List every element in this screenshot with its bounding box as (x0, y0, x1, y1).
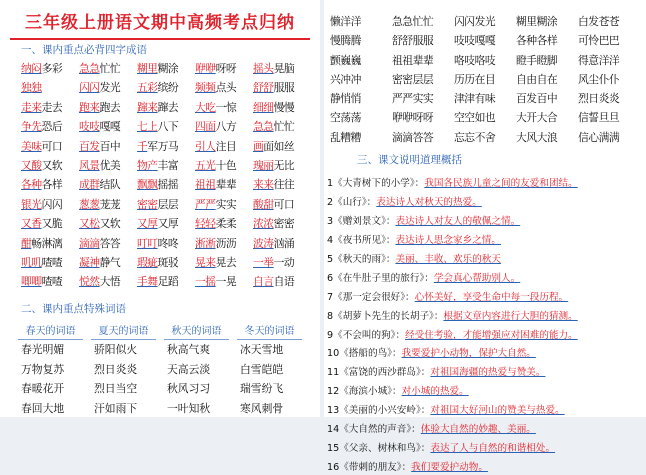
page-title: 三年级上册语文期中高频考点归纳 (25, 13, 295, 33)
lesson-title: 5《秋天的雨》： (327, 254, 396, 265)
idiom-item: 淅淅沥沥 (195, 236, 237, 250)
season-header-row (18, 322, 318, 340)
season-word: 秋高气爽 (167, 343, 211, 357)
category-spring: 春天的词语 (18, 322, 83, 340)
lesson-title: 9《不会叫的狗》： (327, 329, 406, 341)
idiom-item: 独独 (21, 81, 42, 95)
lesson-title: 15《父亲、树林和鸟》： (327, 442, 431, 454)
season-word: 寒风刺骨 (240, 401, 284, 415)
season-word: 一叶知秋 (167, 401, 211, 415)
lesson-summary: 表达诗人对友人的敬佩之情。 (395, 216, 521, 228)
lesson-item (327, 192, 645, 211)
word-item: 静悄悄 (330, 92, 361, 106)
word-item: 吱吱嘎嘎 (454, 34, 496, 48)
word-item: 懒洋洋 (330, 15, 361, 28)
lesson-summary: 美丽、丰收、欢乐的秋天 (395, 254, 501, 265)
idiom-item: 引人注目 (195, 139, 237, 153)
right-page (324, 0, 646, 473)
idiom-item: 成群结队 (79, 178, 121, 192)
lesson-summary: 经受住考验，才能增强应对困难的能力。 (405, 329, 578, 341)
word-grid (330, 14, 640, 149)
left-page (0, 0, 320, 417)
idiom-item: 物产丰富 (137, 158, 179, 172)
lesson-summary: 我们要爱护动物。 (411, 461, 488, 473)
idiom-item: 四面八方 (195, 120, 237, 134)
idiom-item: 蹿来蹿去 (137, 100, 179, 114)
idiom-item: 一摇一晃 (195, 275, 237, 289)
lesson-summary: 我要爱护小动物，保护大自然。 (401, 348, 536, 360)
idiom-item: 大吃一惊 (195, 100, 237, 114)
lesson-summary: 对小城的热爱。 (401, 386, 469, 398)
lesson-item (327, 324, 645, 343)
lesson-item (327, 230, 645, 249)
idiom-item: 五光十色 (195, 158, 237, 172)
section-heading-lessons: 三、课文说明道理概括 (357, 154, 462, 166)
word-item: 舒舒服服 (392, 34, 434, 48)
lesson-summary: 心怀美好，享受生命中每一段历程。 (414, 291, 569, 303)
word-item: 各种各样 (516, 34, 558, 48)
word-item: 咿咿呀呀 (392, 111, 434, 125)
word-item: 百发百中 (516, 92, 558, 106)
idiom-item: 走来走去 (21, 100, 63, 114)
lesson-title: 4《夜书所见》： (327, 235, 396, 247)
word-item: 大风大浪 (516, 130, 558, 144)
idiom-item: 浓浓密密 (253, 217, 295, 231)
idiom-item: 波涛汹涌 (253, 236, 295, 250)
lesson-item (327, 249, 645, 268)
table-row (18, 340, 318, 360)
word-item: 忘忘不舍 (454, 130, 496, 144)
lesson-summary: 对祖国大好河山的赞美与热爱。 (430, 405, 565, 417)
lesson-title: 13《美丽的小兴安岭》： (327, 405, 431, 417)
lesson-list (327, 173, 645, 475)
table-row (18, 399, 318, 419)
idiom-item: 争先恐后 (21, 120, 63, 134)
season-word: 万物复苏 (21, 362, 65, 376)
idiom-item: 糊里糊涂 (137, 62, 179, 75)
idiom-item: 祖祖辈辈 (195, 178, 237, 192)
idiom-item: 各种各样 (21, 178, 63, 192)
word-item: 空荡荡 (330, 111, 361, 125)
word-item: 风尘仆仆 (578, 72, 620, 86)
lesson-title: 10《搭船的鸟》： (327, 348, 402, 360)
word-item: 颤巍巍 (330, 53, 361, 67)
lesson-title: 3《赠刘景文》： (327, 216, 396, 228)
word-item: 可怜巴巴 (578, 34, 620, 48)
season-word: 汗如雨下 (94, 401, 138, 415)
idiom-item: 风景优美 (79, 158, 121, 172)
idiom-item: 银光闪闪 (21, 197, 63, 211)
season-word: 春暖花开 (21, 382, 65, 396)
idiom-item: 轻轻柔柔 (195, 217, 237, 231)
lesson-item (327, 381, 645, 400)
idiom-item: 咿咿呀呀 (195, 62, 237, 75)
word-item: 咯吱咯吱 (454, 53, 496, 67)
word-item: 信心满满 (578, 130, 620, 144)
idiom-item: 悦然大悟 (79, 275, 121, 289)
lesson-item (327, 305, 645, 324)
lesson-title: 11《富饶的西沙群岛》： (327, 367, 431, 379)
title-underline (10, 38, 310, 40)
word-item: 津津有味 (454, 92, 496, 106)
lesson-item (327, 173, 645, 192)
idiom-item: 自言自语 (253, 275, 295, 289)
word-item: 得意洋洋 (578, 53, 620, 67)
lesson-item (327, 400, 645, 419)
idiom-item: 五彩缤纷 (137, 81, 179, 95)
idiom-item: 舒舒服服 (253, 81, 295, 95)
lesson-item (327, 211, 645, 230)
season-word: 瑞雪纷飞 (240, 382, 284, 396)
lesson-item (327, 267, 645, 286)
lesson-item (327, 419, 645, 438)
idiom-item: 又酸又软 (21, 158, 63, 172)
lesson-summary: 我国各民族儿童之间的友爱和团结。 (424, 178, 578, 190)
word-item: 白发苍苍 (578, 15, 620, 28)
idiom-item: 急急忙忙 (79, 62, 121, 75)
lesson-summary: 根据文章内容进行大胆的猜测。 (443, 310, 578, 322)
lesson-item (327, 456, 645, 475)
word-item: 密密层层 (392, 72, 434, 86)
idiom-item: 急急忙忙 (253, 120, 295, 134)
idiom-item: 百发百中 (79, 139, 121, 153)
word-item: 急急忙忙 (392, 15, 434, 28)
idiom-item: 美味可口 (21, 139, 63, 153)
lesson-title: 1《大青树下的小学》： (327, 178, 425, 190)
idiom-item: 葱葱茏茏 (79, 197, 121, 211)
idiom-item: 画面如丝 (253, 139, 295, 153)
idiom-item: 瑕疵斑驳 (137, 255, 179, 269)
idiom-item: 又香又脆 (21, 217, 63, 231)
table-row (18, 379, 318, 399)
idiom-item: 又厚又厚 (137, 217, 179, 231)
word-item: 糊里糊涂 (516, 15, 558, 28)
word-item: 祖祖辈辈 (392, 53, 434, 67)
lesson-title: 7《那一定会很好》： (327, 291, 415, 303)
idiom-item: 纳闷多彩 (21, 62, 63, 75)
word-item: 闪闪发光 (454, 15, 496, 28)
lesson-item (327, 286, 645, 305)
lesson-item (327, 362, 645, 381)
idiom-item: 叽叽喳喳 (21, 255, 63, 269)
idiom-item: 滴滴答答 (79, 236, 121, 250)
lesson-title: 14《大自然的声音》： (327, 424, 421, 436)
table-row (18, 360, 318, 380)
word-item: 乱糟糟 (330, 130, 361, 144)
season-word: 天高云淡 (167, 362, 211, 376)
idiom-item: 来来往往 (253, 178, 295, 192)
category-summer: 夏天的词语 (91, 322, 156, 340)
idiom-item: 唧唧喳喳 (21, 275, 63, 289)
idiom-item: 飘飘摇摇 (137, 178, 179, 192)
season-word: 秋风习习 (167, 382, 211, 396)
lesson-title: 16《带刺的朋友》： (327, 461, 412, 473)
lesson-summary: 表达诗人对秋天的热爱。 (376, 197, 482, 209)
lesson-title: 8《胡萝卜先生的长胡子》： (327, 310, 444, 322)
word-item: 兴冲冲 (330, 72, 361, 86)
lesson-summary: 对祖国海疆的热爱与赞美。 (430, 367, 546, 379)
idiom-grid (21, 61, 311, 294)
season-word: 冰天雪地 (240, 343, 284, 357)
idiom-item: 摇头晃脑 (253, 62, 295, 75)
idiom-item: 闪闪发光 (79, 81, 121, 95)
idiom-item: 千军万马 (137, 139, 179, 153)
idiom-item: 跑来跑去 (79, 100, 121, 114)
idiom-item: 严严实实 (195, 197, 237, 211)
season-words-table (18, 322, 318, 418)
word-item: 慢腾腾 (330, 34, 361, 48)
idiom-item: 七上八下 (137, 120, 179, 134)
idiom-item: 晃来晃去 (195, 255, 237, 269)
category-autumn: 秋天的词语 (164, 322, 229, 340)
word-item: 大开大合 (516, 111, 558, 125)
lesson-title: 12《海滨小城》： (327, 386, 402, 398)
lesson-summary: 表达诗人思念家乡之情。 (395, 235, 501, 247)
word-item: 自由自在 (516, 72, 558, 86)
category-winter: 冬天的词语 (237, 322, 302, 340)
section-heading-idioms: 一、课内重点必背四字成语 (21, 44, 147, 56)
word-item: 烈日炎炎 (578, 92, 620, 106)
word-item: 瞪手瞪脚 (516, 53, 558, 67)
idiom-item: 密密层层 (137, 197, 179, 211)
lesson-title: 2《山行》： (327, 197, 377, 209)
word-item: 信誓旦旦 (578, 111, 620, 125)
idiom-item: 频频点头 (195, 81, 237, 95)
lesson-item (327, 437, 645, 456)
lesson-title: 6《在牛肚子里的旅行》： (327, 272, 434, 284)
season-word: 骄阳似火 (94, 343, 138, 357)
idiom-item: 一举一动 (253, 255, 295, 269)
idiom-item: 凝神静气 (79, 255, 121, 269)
lesson-summary: 学会真心帮助别人。 (433, 272, 521, 284)
idiom-item: 吱吱嘎嘎 (79, 120, 121, 134)
season-word: 烈日炎炎 (94, 362, 138, 376)
season-word: 春回大地 (21, 401, 65, 415)
idiom-item: 手舞足蹈 (137, 275, 179, 289)
word-item: 滴滴答答 (392, 130, 434, 144)
idiom-item: 叮叮咚咚 (137, 236, 179, 250)
idiom-item: 酣畅淋漓 (21, 236, 63, 250)
season-word: 白雪皑皑 (240, 362, 284, 376)
word-item: 严严实实 (392, 92, 434, 106)
idiom-item: 细细慢慢 (253, 100, 295, 114)
word-item: 历历在目 (454, 72, 496, 86)
season-word: 春光明媚 (21, 343, 65, 357)
idiom-item: 酸甜可口 (253, 197, 295, 211)
idiom-item: 瑰丽无比 (253, 158, 295, 172)
word-item: 空空如也 (454, 111, 496, 125)
lesson-item (327, 343, 645, 362)
section-heading-special-words: 二、课内重点特殊词语 (21, 303, 126, 315)
season-word: 烈日当空 (94, 382, 138, 396)
idiom-item: 又松又软 (79, 217, 121, 231)
lesson-summary: 表达了人与自然的和谐相处。 (430, 442, 556, 454)
lesson-summary: 体验大自然的妙趣、美丽。 (420, 424, 536, 436)
